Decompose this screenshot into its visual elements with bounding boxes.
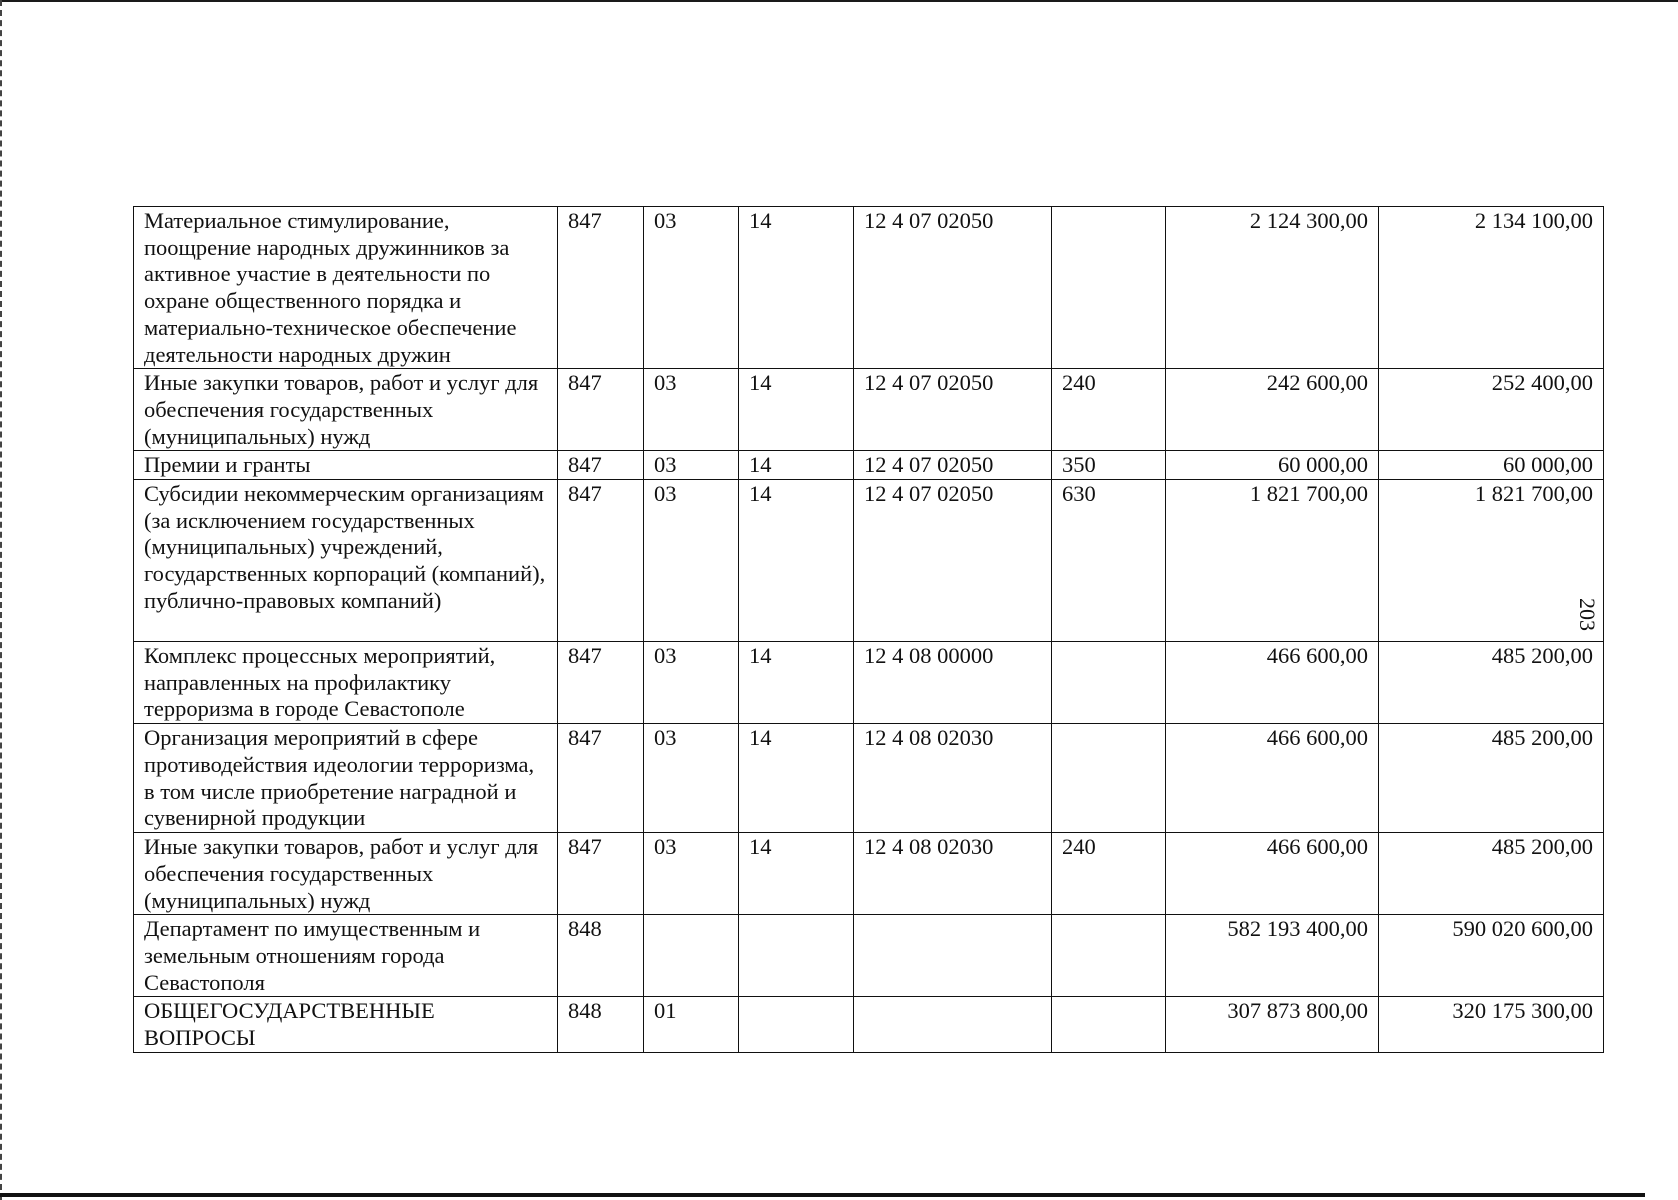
subsection-code: 14 [739, 724, 854, 833]
target-code: 12 4 07 02050 [854, 480, 1052, 642]
subsection-code: 14 [739, 369, 854, 451]
sum-year-1: 1 821 700,00 [1166, 480, 1379, 642]
table-row [134, 480, 1604, 642]
target-code [854, 997, 1052, 1052]
sum-year-1: 466 600,00 [1166, 724, 1379, 833]
sum-year-1: 242 600,00 [1166, 369, 1379, 451]
row-name: Иные закупки товаров, работ и услуг для обеспечения государственных (муниципальных) нужд [134, 833, 558, 915]
sum-year-1: 466 600,00 [1166, 642, 1379, 724]
row-name: Субсидии некоммерческим организациям (за исключением государственных (муниципальных) учреждений, государственных корпораций (компаний), публично-правовых компаний) [134, 480, 558, 642]
admin-code: 847 [558, 369, 644, 451]
sum-year-2: 590 020 600,00 [1379, 915, 1604, 997]
section-code: 03 [644, 724, 739, 833]
scan-border-top [0, 0, 1678, 2]
expense-code [1052, 997, 1166, 1052]
budget-table [133, 206, 1604, 1053]
expense-code: 240 [1052, 369, 1166, 451]
target-code: 12 4 07 02050 [854, 451, 1052, 480]
target-code [854, 915, 1052, 997]
sum-year-2: 1 821 700,00 [1379, 480, 1604, 642]
section-code: 03 [644, 642, 739, 724]
target-code: 12 4 07 02050 [854, 369, 1052, 451]
target-code: 12 4 08 02030 [854, 724, 1052, 833]
admin-code: 848 [558, 915, 644, 997]
expense-code [1052, 207, 1166, 369]
page-number: 203 [1575, 598, 1600, 631]
section-code: 01 [644, 997, 739, 1052]
section-code: 03 [644, 451, 739, 480]
section-code: 03 [644, 480, 739, 642]
row-name: Материальное стимулирование, поощрение народных дружинников за активное участие в деятельности по охране общественного порядка и материально-техническое обеспечение деятельности народных дружин [134, 207, 558, 369]
sum-year-1: 60 000,00 [1166, 451, 1379, 480]
sum-year-1: 307 873 800,00 [1166, 997, 1379, 1052]
subsection-code: 14 [739, 833, 854, 915]
row-name: Департамент по имущественным и земельным отношениям города Севастополя [134, 915, 558, 997]
sum-year-1: 582 193 400,00 [1166, 915, 1379, 997]
admin-code: 847 [558, 642, 644, 724]
subsection-code [739, 997, 854, 1052]
sum-year-2: 320 175 300,00 [1379, 997, 1604, 1052]
expense-code: 240 [1052, 833, 1166, 915]
scan-border-left [0, 0, 4, 1200]
sum-year-2: 60 000,00 [1379, 451, 1604, 480]
expense-code [1052, 724, 1166, 833]
row-name: Премии и гранты [134, 451, 558, 480]
admin-code: 847 [558, 724, 644, 833]
table-row [134, 369, 1604, 451]
expense-code: 630 [1052, 480, 1166, 642]
subsection-code: 14 [739, 451, 854, 480]
table-row [134, 997, 1604, 1052]
admin-code: 847 [558, 451, 644, 480]
target-code: 12 4 08 02030 [854, 833, 1052, 915]
admin-code: 848 [558, 997, 644, 1052]
table-row [134, 833, 1604, 915]
expense-code: 350 [1052, 451, 1166, 480]
sum-year-2: 252 400,00 [1379, 369, 1604, 451]
section-code [644, 915, 739, 997]
table-row [134, 915, 1604, 997]
table-row [134, 207, 1604, 369]
sum-year-2: 485 200,00 [1379, 724, 1604, 833]
row-name: ОБЩЕГОСУДАРСТВЕННЫЕ ВОПРОСЫ [134, 997, 558, 1052]
admin-code: 847 [558, 480, 644, 642]
target-code: 12 4 08 00000 [854, 642, 1052, 724]
section-code: 03 [644, 833, 739, 915]
target-code: 12 4 07 02050 [854, 207, 1052, 369]
sum-year-1: 466 600,00 [1166, 833, 1379, 915]
subsection-code: 14 [739, 207, 854, 369]
row-name: Комплекс процессных мероприятий, направленных на профилактику терроризма в городе Севастополе [134, 642, 558, 724]
subsection-code: 14 [739, 642, 854, 724]
subsection-code [739, 915, 854, 997]
subsection-code: 14 [739, 480, 854, 642]
expense-code [1052, 642, 1166, 724]
table-row [134, 642, 1604, 724]
table-row [134, 451, 1604, 480]
section-code: 03 [644, 207, 739, 369]
table-row [134, 724, 1604, 833]
sum-year-1: 2 124 300,00 [1166, 207, 1379, 369]
row-name: Иные закупки товаров, работ и услуг для обеспечения государственных (муниципальных) нужд [134, 369, 558, 451]
row-name: Организация мероприятий в сфере противодействия идеологии терроризма, в том числе приобретение наградной и сувенирной продукции [134, 724, 558, 833]
sum-year-2: 2 134 100,00 [1379, 207, 1604, 369]
expense-code [1052, 915, 1166, 997]
admin-code: 847 [558, 833, 644, 915]
admin-code: 847 [558, 207, 644, 369]
section-code: 03 [644, 369, 739, 451]
sum-year-2: 485 200,00 [1379, 833, 1604, 915]
scan-border-bottom [0, 1193, 1645, 1197]
sum-year-2: 485 200,00 [1379, 642, 1604, 724]
